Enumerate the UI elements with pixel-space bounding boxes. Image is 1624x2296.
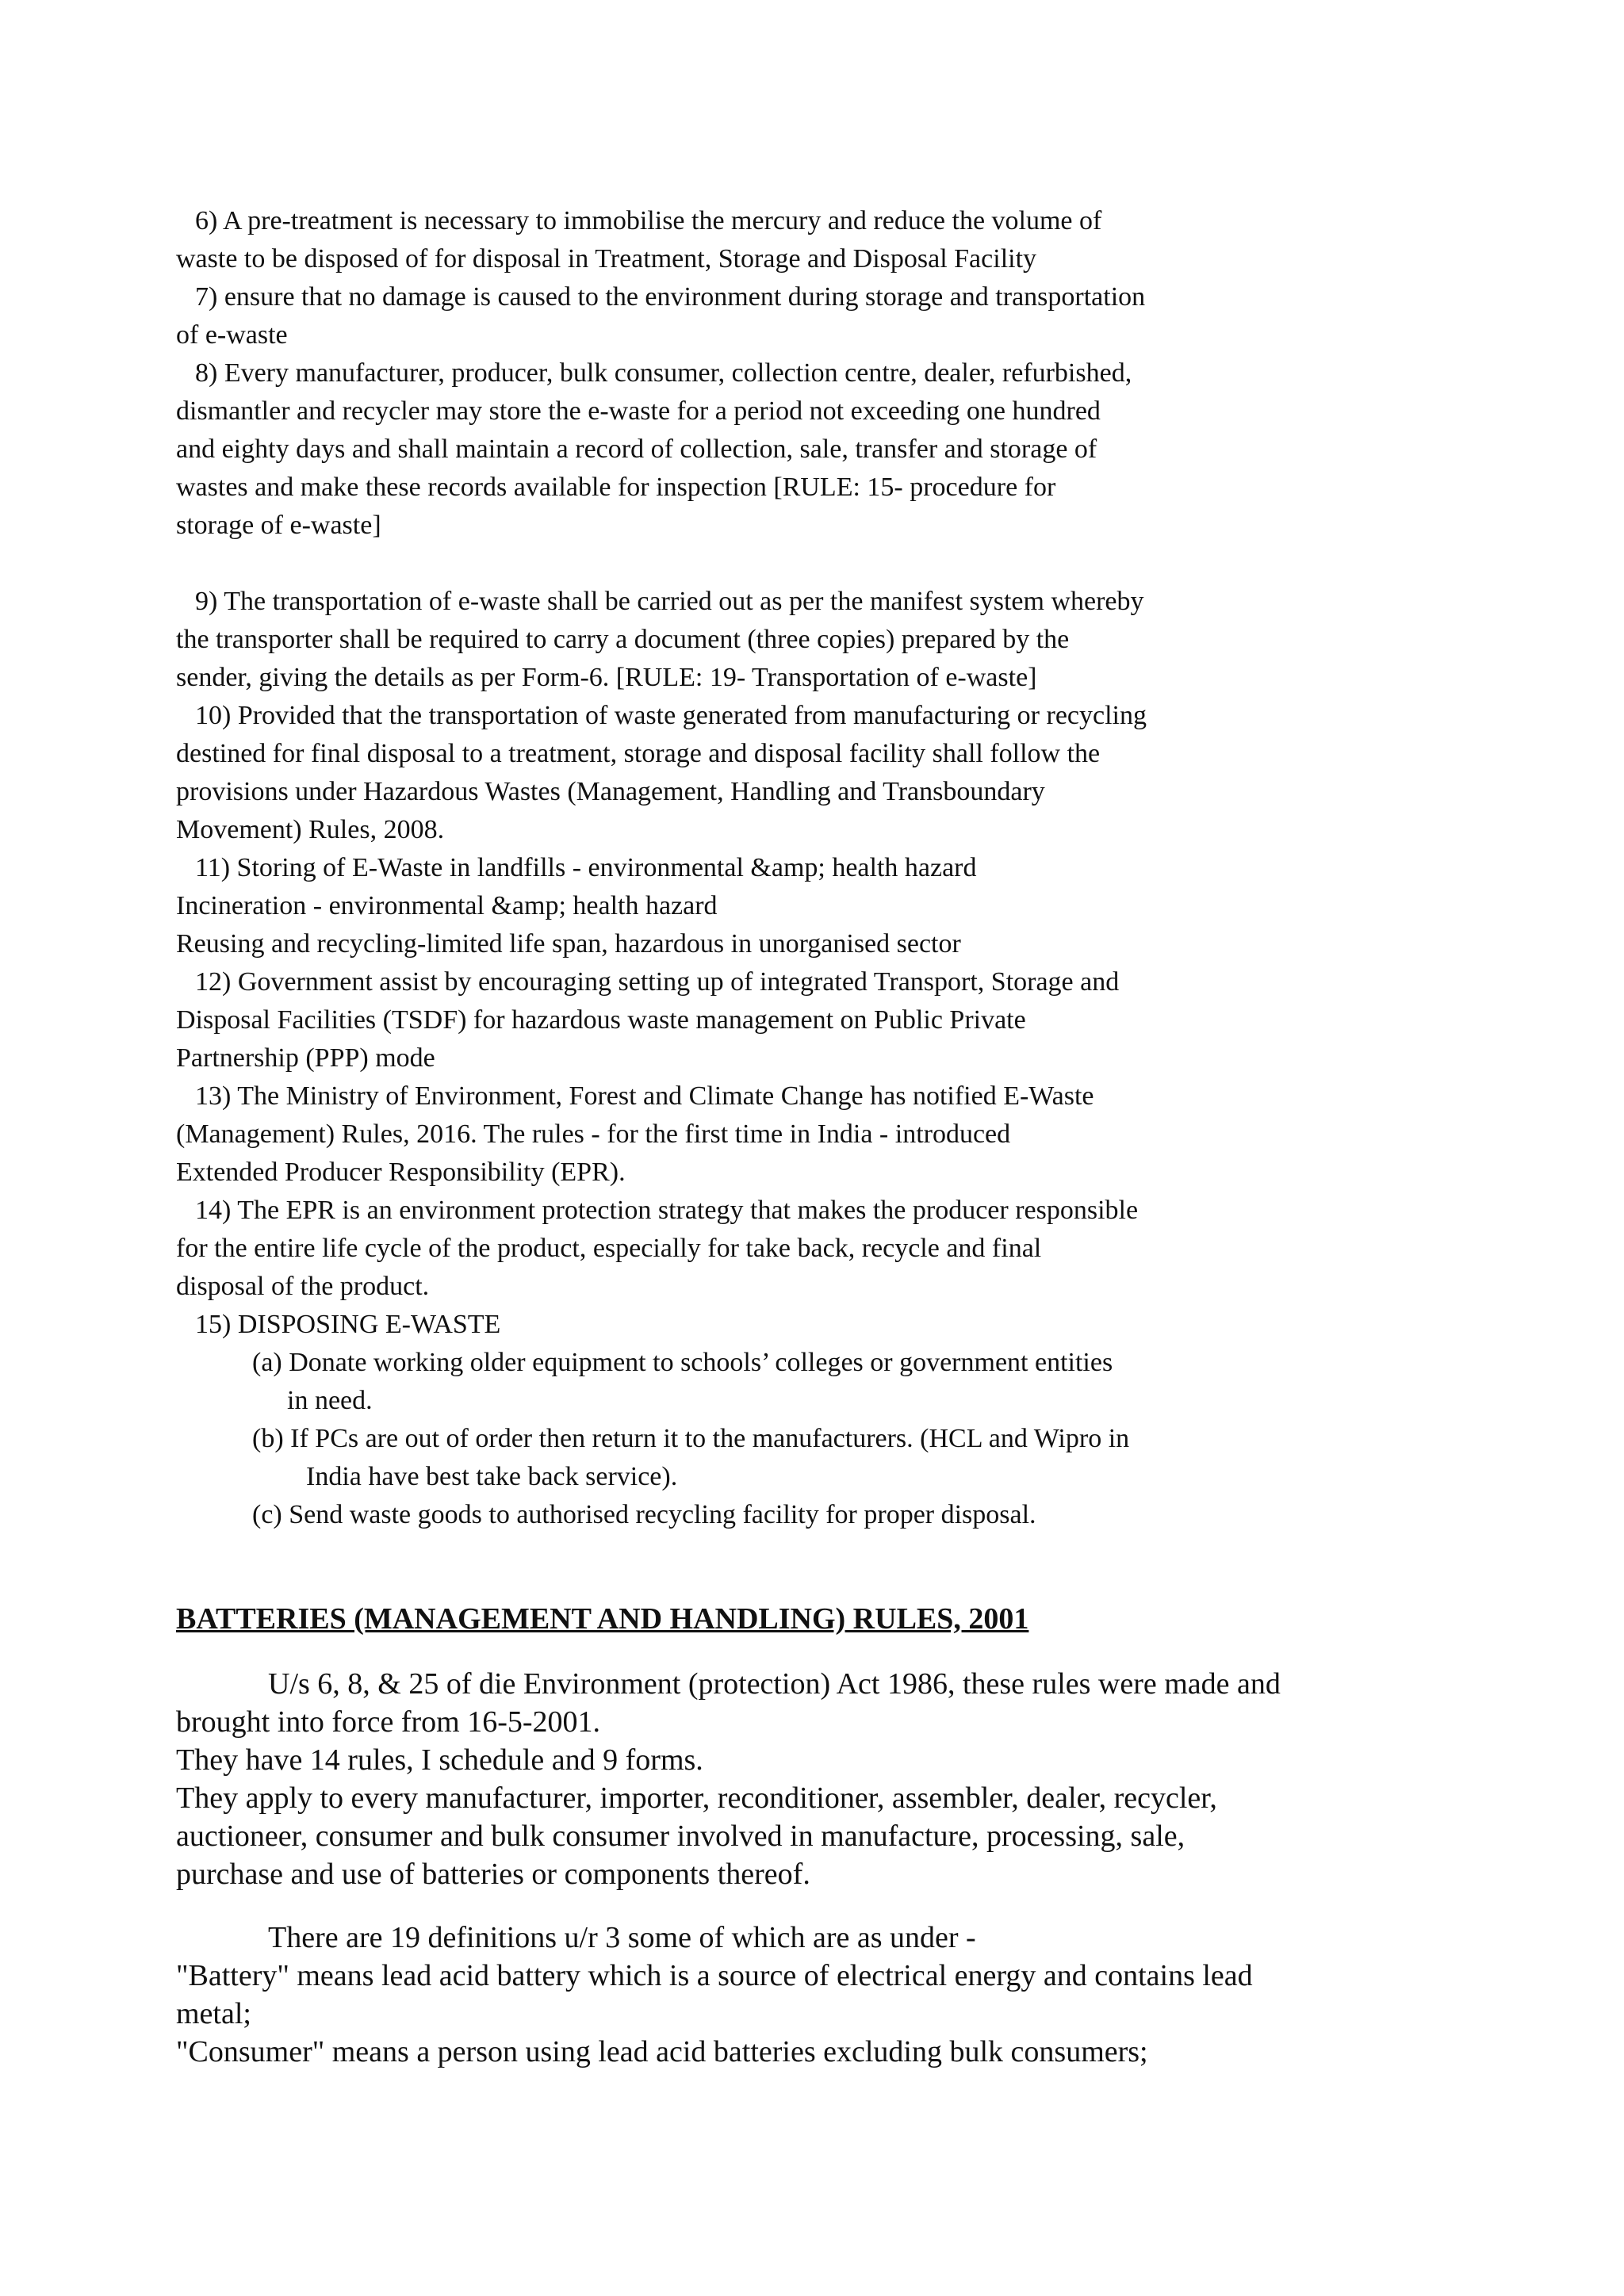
item-line: waste to be disposed of for disposal in Treatment, Storage and Disposal Facility	[176, 244, 1037, 274]
item-line: the transporter shall be required to carry a document (three copies) prepared by the	[176, 625, 1070, 654]
list-item-8	[176, 354, 1477, 545]
sub-item-line: in need.	[287, 1386, 373, 1415]
item-line: of e-waste	[176, 320, 288, 350]
paragraph-intro	[176, 1665, 1492, 1893]
item-line: (Management) Rules, 2016. The rules - for the first time in India - introduced	[176, 1119, 1011, 1149]
list-item-14	[176, 1192, 1477, 1306]
item-line: 6) A pre-treatment is necessary to immobilise the mercury and reduce the volume of	[195, 206, 1102, 235]
paragraph-line: U/s 6, 8, & 25 of die Environment (protection) Act 1986, these rules were made and	[268, 1667, 1281, 1701]
sub-item-line: (a) Donate working older equipment to schools’ colleges or government entities	[252, 1348, 1113, 1377]
paragraph-line: purchase and use of batteries or components thereof.	[176, 1858, 810, 1891]
item-line: 12) Government assist by encouraging setting up of integrated Transport, Storage and	[195, 967, 1120, 997]
item-line: 7) ensure that no damage is caused to the environment during storage and transportation	[195, 282, 1146, 312]
sub-item-c	[176, 1496, 1477, 1534]
item-line: and eighty days and shall maintain a record of collection, sale, transfer and storage of	[176, 434, 1097, 464]
list-item-12	[176, 963, 1477, 1077]
item-line: dismantler and recycler may store the e-waste for a period not exceeding one hundred	[176, 396, 1101, 426]
list-item-6	[176, 202, 1477, 278]
list-item-9	[176, 583, 1477, 697]
item-line: Partnership (PPP) mode	[176, 1043, 435, 1073]
batteries-rules-body	[176, 1665, 1492, 2071]
item-line: 9) The transportation of e-waste shall be carried out as per the manifest system whereby	[195, 587, 1144, 616]
item-line: 15) DISPOSING E-WASTE	[195, 1310, 501, 1339]
item-line: Extended Producer Responsibility (EPR).	[176, 1158, 626, 1187]
sub-item-line: (c) Send waste goods to authorised recycling facility for proper disposal.	[252, 1500, 1036, 1529]
item-line: 8) Every manufacturer, producer, bulk consumer, collection centre, dealer, refurbished,	[195, 358, 1132, 388]
item-line: 13) The Ministry of Environment, Forest and Climate Change has notified E-Waste	[195, 1081, 1094, 1111]
list-item-7	[176, 278, 1477, 354]
item-line: sender, giving the details as per Form-6. [RULE: 19- Transportation of e-waste]	[176, 663, 1037, 692]
list-item-11	[176, 849, 1477, 963]
item-line: wastes and make these records available for inspection [RULE: 15- procedure for	[176, 473, 1056, 502]
paragraph-line: They apply to every manufacturer, importer, reconditioner, assembler, dealer, recycler,	[176, 1781, 1217, 1815]
item-line: storage of e-waste]	[176, 511, 381, 540]
paragraph-line: "Battery" means lead acid battery which is a source of electrical energy and contains lead	[176, 1959, 1253, 1992]
item-line: Disposal Facilities (TSDF) for hazardous waste management on Public Private	[176, 1005, 1026, 1035]
paragraph-line: brought into force from 16-5-2001.	[176, 1705, 601, 1739]
paragraph-line: "Consumer" means a person using lead acid batteries excluding bulk consumers;	[176, 2035, 1148, 2068]
item-line: for the entire life cycle of the product, especially for take back, recycle and final	[176, 1234, 1042, 1263]
paragraph-line: They have 14 rules, I schedule and 9 forms.	[176, 1743, 703, 1777]
paragraph-line: auctioneer, consumer and bulk consumer involved in manufacture, processing, sale,	[176, 1820, 1185, 1853]
ewaste-list	[176, 202, 1477, 1534]
list-item-13	[176, 1077, 1477, 1192]
item-line: 11) Storing of E-Waste in landfills - environmental &amp; health hazard	[195, 853, 977, 882]
sub-item-a	[176, 1344, 1477, 1420]
list-item-10	[176, 697, 1477, 849]
item-line: disposal of the product.	[176, 1272, 430, 1301]
paragraph-line: There are 19 definitions u/r 3 some of which are as under -	[268, 1921, 976, 1954]
sub-item-line: India have best take back service).	[306, 1462, 678, 1491]
item-line: destined for final disposal to a treatment, storage and disposal facility shall follow the	[176, 739, 1101, 768]
item-line: Incineration - environmental &amp; health hazard	[176, 891, 718, 920]
paragraph-line: metal;	[176, 1997, 251, 2030]
item-line: 10) Provided that the transportation of waste generated from manufacturing or recycling	[195, 701, 1147, 730]
item-line: 14) The EPR is an environment protection strategy that makes the producer responsible	[195, 1196, 1139, 1225]
sub-item-line: (b) If PCs are out of order then return it to the manufacturers. (HCL and Wipro in	[252, 1424, 1130, 1453]
paragraph-definitions	[176, 1919, 1492, 2071]
sub-item-b	[176, 1420, 1477, 1496]
item-line: Reusing and recycling-limited life span, hazardous in unorganised sector	[176, 929, 961, 959]
list-item-15	[176, 1306, 1477, 1344]
item-line: Movement) Rules, 2008.	[176, 815, 445, 844]
section-heading: BATTERIES (MANAGEMENT AND HANDLING) RULES, 2001	[176, 1602, 1029, 1636]
item-line: provisions under Hazardous Wastes (Management, Handling and Transboundary	[176, 777, 1045, 806]
